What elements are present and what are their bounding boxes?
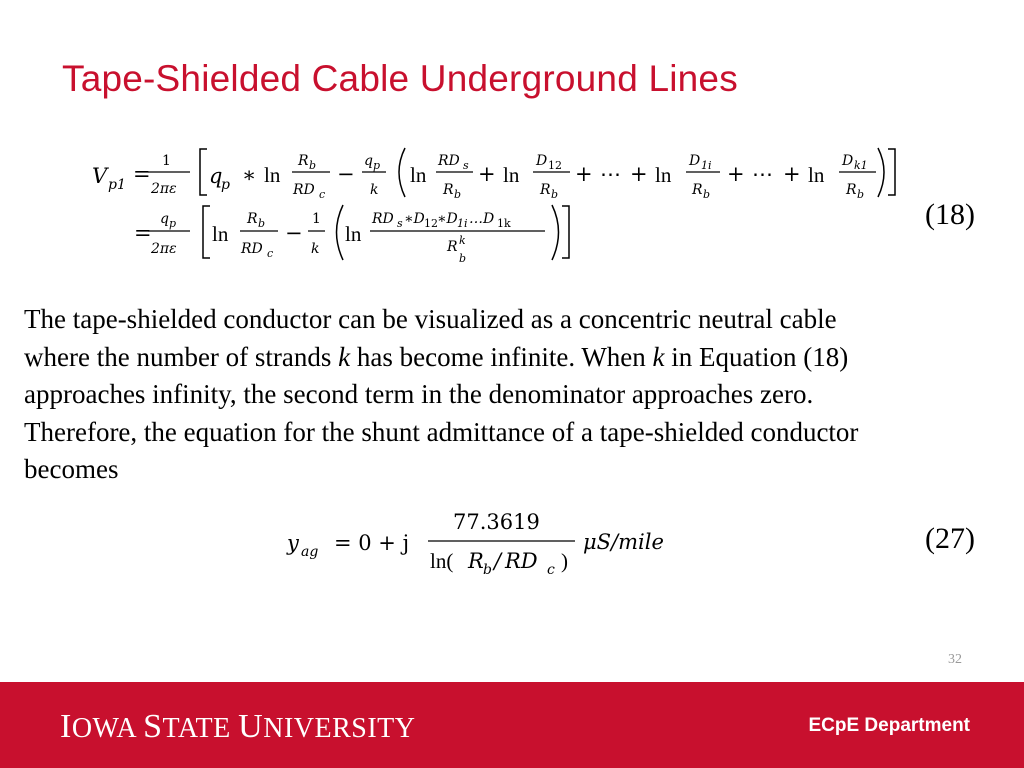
eq18-D12-num: D <box>536 153 548 169</box>
eq18-minus-2: − <box>285 221 303 245</box>
eq18-dots-1: ⋯ <box>600 162 621 186</box>
eq18-qpk-num: q <box>364 153 373 169</box>
eq18-prod-1i: 1i <box>457 217 468 230</box>
univ-i: I <box>60 708 72 745</box>
eq18-one-2: 1 <box>312 211 321 227</box>
eq18-D1i-num-sub: 1i <box>701 159 712 172</box>
eq27-den-RD: RD <box>505 549 538 573</box>
eq18-prod-12: 12 <box>424 217 438 230</box>
eq18-minus-1: − <box>337 162 355 186</box>
eq27-den-R: R <box>468 549 484 573</box>
eq18-Rbk-den: R <box>447 239 458 255</box>
eq27-units: μS/mile <box>583 530 664 554</box>
eq18-ln-4: ln <box>655 163 672 187</box>
eq18-RDc-den-2-sub: c <box>267 247 274 260</box>
eq18-RDc-den-sub: c <box>319 188 326 201</box>
eq18-Rb-num-2: R <box>247 211 258 227</box>
eq27-numerator: 77.3619 <box>453 510 540 534</box>
paragraph-line-1: The tape-shielded conductor can be visualized as a concentric neutral cable <box>24 304 837 334</box>
paragraph-k-1: k <box>338 341 351 372</box>
eq18-left-bracket-1 <box>200 149 207 195</box>
eq18-qp-2: q <box>160 211 169 227</box>
eq18-left-paren-1 <box>399 148 405 197</box>
eq18-prod-D1k: …D <box>469 211 495 227</box>
eq18-ln-5: ln <box>808 163 825 187</box>
paragraph-line-5: becomes <box>24 454 119 484</box>
eq18-plus-5: + <box>783 162 801 186</box>
eq18-equals-1: = <box>133 162 151 186</box>
eq27-number: (27) <box>925 522 975 555</box>
eq18-ln-1: ln <box>264 163 281 187</box>
eq18-RDs-num: RD <box>438 153 460 169</box>
eq18-Rbk-den-k: k <box>459 234 466 247</box>
eq18-prod-D12: ∗D <box>404 211 425 227</box>
paragraph-k-2: k <box>652 341 665 372</box>
body-paragraph <box>24 301 1009 489</box>
university-wordmark <box>60 708 416 746</box>
paragraph-line-2 <box>24 339 1009 377</box>
eq18-k-den-1: k <box>370 182 379 198</box>
eq27-rhs: = 0 + j <box>334 531 410 555</box>
eq18-Rb-den-4: R <box>846 182 857 198</box>
paragraph-line-2-b: has become infinite. When <box>350 341 653 372</box>
eq18-Dk1-num: D <box>842 153 854 169</box>
eq18-Rb-den-4-sub: b <box>857 188 865 201</box>
eq27-den-c: c <box>547 562 555 578</box>
department-label: ECpE Department <box>808 715 970 736</box>
eq18-Rb-num-sub: b <box>309 159 317 172</box>
eq18-qpk-num-sub: p <box>373 159 381 172</box>
eq18-right-bracket-1 <box>888 149 895 195</box>
eq18-left-bracket-2 <box>203 206 210 258</box>
eq18-ln-2: ln <box>410 163 427 187</box>
page-number: 32 <box>948 652 962 667</box>
eq27-den-close: ) <box>561 549 568 573</box>
paragraph-line-2-a: where the number of strands <box>24 341 339 372</box>
eq18-star: ∗ <box>242 163 257 187</box>
eq18-plus-4: + <box>727 162 745 186</box>
eq18-RDc-den-2: RD <box>241 241 263 257</box>
eq18-right-bracket-2 <box>562 206 569 258</box>
paragraph-line-2-c: in Equation (18) <box>664 341 849 372</box>
eq18-Rb-den-3-sub: b <box>703 188 711 201</box>
eq18-right-paren-1 <box>878 148 884 197</box>
eq18-lhs: V <box>92 164 108 188</box>
eq18-ln-3: ln <box>503 163 520 187</box>
eq18-number: (18) <box>925 198 975 231</box>
eq18-qp: q <box>209 164 223 188</box>
eq18-Dk1-num-sub: k1 <box>854 159 868 172</box>
footer-bar <box>0 682 1024 768</box>
eq18-qp-2-sub: p <box>169 217 177 230</box>
eq18-Rb-den-2-sub: b <box>551 188 559 201</box>
eq18-lhs-sub: p1 <box>108 177 126 193</box>
eq18-D1i-num: D <box>689 153 701 169</box>
eq18-RDc-den: RD <box>293 182 315 198</box>
eq18-ln-6: ln <box>212 222 229 246</box>
eq18-prod-s: s <box>397 217 403 230</box>
eq18-equals-2: = <box>134 221 152 245</box>
eq18-prod-1k: 1k <box>497 217 511 230</box>
eq18-plus-3: + <box>630 162 648 186</box>
eq18-Rb-num: R <box>298 153 309 169</box>
eq18-Rb-den-1-sub: b <box>454 188 462 201</box>
eq18-Rb-den-1: R <box>443 182 454 198</box>
eq18-Rbk-den-b: b <box>459 252 467 265</box>
eq18-right-paren-2 <box>552 205 559 260</box>
univ-s: S <box>143 708 163 745</box>
eq18-one-1: 1 <box>162 153 171 169</box>
eq27-y-sub: ag <box>301 544 319 560</box>
eq18-plus-1: + <box>478 162 496 186</box>
eq18-dots-2: ⋯ <box>752 162 773 186</box>
eq18-k-den-2: k <box>311 241 320 257</box>
univ-u: U <box>238 708 264 745</box>
eq18-left-paren-2 <box>337 205 344 260</box>
univ-tate: TATE <box>162 713 239 744</box>
eq18-Rb-num-2-sub: b <box>258 217 266 230</box>
eq18-prod-RD: RD <box>372 211 394 227</box>
univ-niversity: NIVERSITY <box>263 713 416 744</box>
eq27-den-slash: / <box>494 549 502 573</box>
eq27-y: y <box>287 531 299 555</box>
univ-owa: OWA <box>71 713 144 744</box>
eq18-ln-7: ln <box>345 222 362 246</box>
eq27-den-b: b <box>483 562 492 578</box>
equation-27 <box>286 510 975 578</box>
paragraph-line-4: Therefore, the equation for the shunt admittance of a tape-shielded conductor <box>24 416 859 447</box>
eq18-Rb-den-2: R <box>540 182 551 198</box>
slide-title: Tape-Shielded Cable Underground Lines <box>62 58 738 99</box>
eq18-Rb-den-3: R <box>692 182 703 198</box>
eq27-den-ln: ln( <box>430 549 454 573</box>
eq18-twopieps-2: 2πε <box>151 241 177 257</box>
eq18-twopieps-1: 2πε <box>151 181 177 197</box>
eq18-prod-D1i: ∗D <box>437 211 458 227</box>
paragraph-line-3: approaches infinity, the second term in the denominator approaches zero. <box>24 379 814 409</box>
eq18-RDs-num-sub: s <box>463 159 469 172</box>
eq18-qp-sub: p <box>221 177 230 193</box>
eq18-plus-2: + <box>575 162 593 186</box>
eq18-D12-num-sub: 12 <box>548 159 562 172</box>
